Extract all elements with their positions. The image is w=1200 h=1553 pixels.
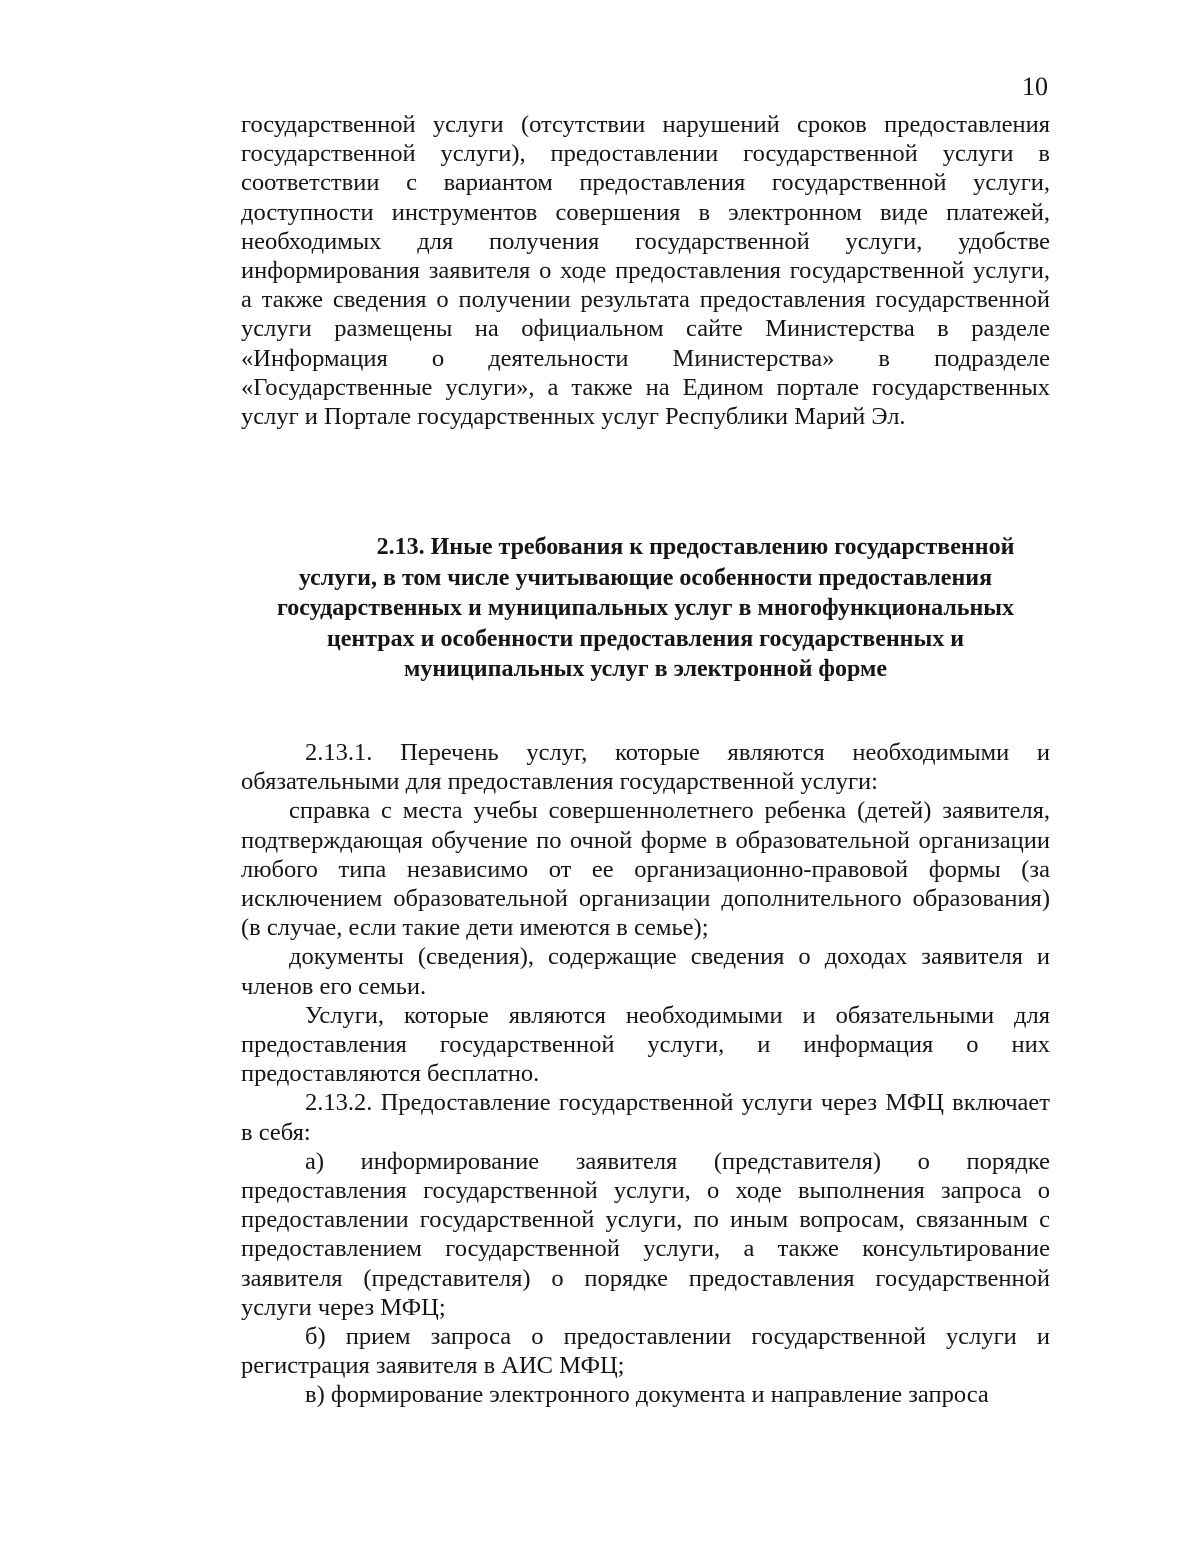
paragraph-2-13-2: 2.13.2. Предоставление государственной услуги через МФЦ включает в себя: [241,1089,1050,1146]
section-heading-line: муниципальных услуг в электронной форме [403,656,888,682]
paragraph-2-13-1: 2.13.1. Перечень услуг, которые являются необходимыми и обязательными для предоставления государственной услуги: [241,739,1050,796]
paragraph-certificate: справка с места учебы совершеннолетнего ребенка (детей) заявителя, подтверждающая обучение по очной форме в образовательной организации любого типа независимо от ее организационно-правовой формы (за исключением образовательной организации дополнительного образования) (в случае, если такие дети имеются в семье); [241,797,1050,942]
list-item-a: а) информирование заявителя (представителя) о порядке предоставления государственной услуги, о ходе выполнения запроса о предоставлении государственной услуги, по иным вопросам, связанным с предоставлением государственной услуги, а также консультирование заявителя (представителя) о порядке предоставления государственной услуги через МФЦ; [241,1147,1050,1321]
section-heading-line: государственных и муниципальных услуг в многофункциональных [276,595,1015,621]
section-heading-line: 2.13. Иные требования к предоставлению государственной [376,534,1015,560]
paragraph-income-documents: документы (сведения), содержащие сведения о доходах заявителя и членов его семьи. [241,943,1050,1000]
page-number: 10 [1022,72,1048,101]
section-heading-line: услуги, в том числе учитывающие особенности предоставления [298,564,993,591]
intro-text-block [241,110,1050,431]
section-heading-line: центрах и особенности предоставления государственных и [326,625,965,652]
list-item-b: б) прием запроса о предоставлении государственной услуги и регистрация заявителя в АИС МФЦ; [241,1323,1050,1380]
section-body [241,738,1050,1410]
section-heading [241,532,1050,685]
paragraph-free-services: Услуги, которые являются необходимыми и обязательными для предоставления государственной услуги, и информация о них предоставляются бесплатно. [241,1001,1050,1088]
list-item-v: в) формирование электронного документа и направление запроса [305,1381,989,1409]
intro-paragraph: государственной услуги (отсутствии нарушений сроков предоставления государственной услуги), предоставлении государственной услуги в соответствии с вариантом предоставления государственной услуги, доступности инструментов совершения в электронном виде платежей, необходимых для получения государственной услуги, удобстве информирования заявителя о ходе предоставления государственной услуги, а также сведения о получении результата предоставления государственной услуги размещены на официальном сайте Министерства в разделе «Информация о деятельности Министерства» в подразделе «Государственные услуги», а также на Едином портале государственных услуг и Портале государственных услуг Республики Марий Эл. [241,111,1050,431]
